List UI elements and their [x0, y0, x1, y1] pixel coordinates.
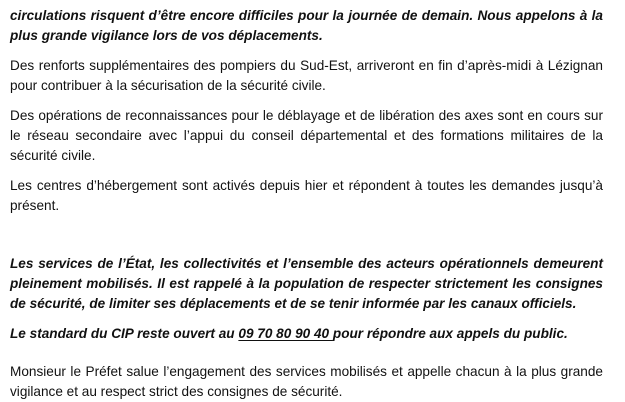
- vigilance-warning-paragraph: circulations risquent d’être encore difficiles pour la journée de demain. Nous appelons à la plus grande vigilance lors de vos déplacements.: [10, 8, 603, 43]
- reinforcements-paragraph: Des renforts supplémentaires des pompiers du Sud-Est, arriveront en fin d’après-midi à Lézignan pour contribuer à la sécurisation de la sécurité civile.: [10, 58, 603, 93]
- cip-hotline-intro: Le standard du CIP reste ouvert au: [10, 326, 239, 341]
- reconnaissance-operations-paragraph: Des opérations de reconnaissances pour le déblayage et de libération des axes sont en cours sur le réseau secondaire avec l’appui du conseil départemental et des formations militaires de la sécurité civile.: [10, 108, 603, 163]
- prefect-statement-paragraph: Monsieur le Préfet salue l’engagement des services mobilisés et appelle chacun à la plus grande vigilance et au respect strict des consignes de sécurité.: [10, 364, 603, 399]
- cip-hotline-purpose: pour répondre aux appels du public.: [332, 326, 568, 341]
- mobilization-paragraph: Les services de l’État, les collectivités et l’ensemble des acteurs opérationnels demeurent pleinement mobilisés. Il est rappelé à la population de respecter strictement les consignes de sécurité, de limiter ses déplacements et de se tenir informée par les canaux officiels.: [10, 256, 603, 311]
- cip-hotline-paragraph: [10, 324, 603, 344]
- cip-phone-number: 09 70 80 90 40: [238, 326, 333, 341]
- shelters-paragraph: Les centres d’hébergement sont activés depuis hier et répondent à toutes les demandes jusqu’à présent.: [10, 178, 603, 213]
